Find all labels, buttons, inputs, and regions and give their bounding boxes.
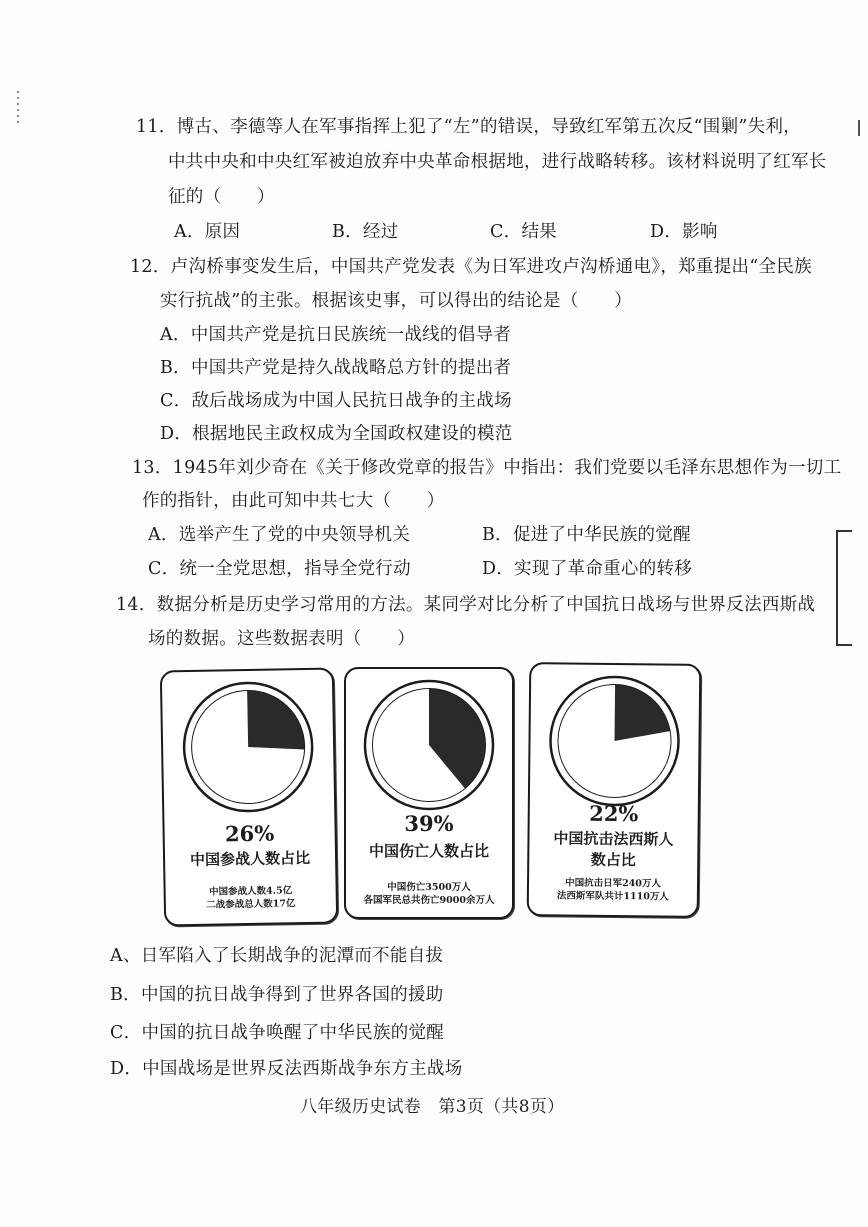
pie-card-casualties: [344, 667, 514, 919]
q11-option-b[interactable]: B．经过: [332, 222, 399, 242]
q14-stem-line2: 场的数据。这些数据表明（ ）: [148, 629, 415, 649]
pie-slice-china: [247, 690, 304, 750]
q14-stem-line1: 14．数据分析是历史学习常用的方法。某同学对比分析了中国抗日战场与世界反法西斯战: [116, 595, 816, 615]
pie-notes: [346, 881, 512, 907]
pie-note-line: 中国伤亡3500万人: [387, 882, 471, 893]
q13-stem-line1: 13．1945年刘少奇在《关于修改党章的报告》中指出：我们党要以毛泽东思想作为一切工: [132, 458, 842, 478]
q11-stem-line2: 中共中央和中央红军被迫放弃中央革命根据地，进行战略转移。该材料说明了红军长: [168, 152, 827, 172]
binding-marks: [14, 88, 22, 128]
pie-card-participants: [160, 668, 338, 927]
pie-note-line: 法西斯军队共计1110万人: [556, 890, 669, 903]
pie-card-resistance: [527, 662, 702, 918]
q12-stem-line1: 12．卢沟桥事变发生后，中国共产党发表《为日军进攻卢沟桥通电》，郑重提出“全民族: [130, 257, 812, 277]
q11-stem-line3: 征的（ ）: [168, 187, 275, 207]
pie-percent-label: 22%: [589, 800, 639, 827]
q11-stem-line1: 11．博古、李德等人在军事指挥上犯了“左”的错误，导致红军第五次反“围剿”失利，: [136, 117, 802, 137]
q14-option-d[interactable]: D．中国战场是世界反法西斯战争东方主战场: [110, 1059, 463, 1079]
pie-note-line: 二战参战总人数17亿: [206, 898, 296, 911]
q13-stem-line2: 作的指针，由此可知中共七大（ ）: [142, 491, 445, 511]
q14-option-c[interactable]: C．中国的抗日战争唤醒了中华民族的觉醒: [110, 1023, 445, 1043]
pie-caption-line: 中国抗击法西斯人: [553, 829, 674, 849]
q14-option-a[interactable]: A、日军陷入了长期战争的泥潭而不能自拔: [110, 946, 444, 966]
q12-option-c[interactable]: C．敌后战场成为中国人民抗日战争的主战场: [160, 391, 512, 411]
pie-note-line: 中国参战人数4.5亿: [209, 885, 293, 898]
pie-chart-resistance: [530, 664, 700, 816]
q14-option-b[interactable]: B．中国的抗日战争得到了世界各国的援助: [110, 985, 444, 1005]
pie-notes: [166, 884, 336, 913]
q12-option-b[interactable]: B．中国共产党是持久战战略总方针的提出者: [160, 358, 512, 378]
q13-option-d[interactable]: D．实现了革命重心的转移: [482, 559, 693, 579]
q13-option-b[interactable]: B．促进了中华民族的觉醒: [482, 525, 691, 545]
q11-option-d[interactable]: D．影响: [650, 222, 718, 242]
q12-stem-line2: 实行抗战”的主张。根据该史事，可以得出的结论是（ ）: [160, 291, 633, 311]
pie-percent-label: 26%: [224, 820, 275, 847]
pie-notes: [529, 876, 697, 904]
q13-option-c[interactable]: C．统一全党思想，指导全党行动: [148, 559, 411, 579]
pie-chart-participants: [162, 670, 335, 823]
pie-caption: 中国伤亡人数占比: [368, 842, 489, 860]
q11-option-a[interactable]: A．原因: [174, 222, 241, 242]
pie-caption: [529, 828, 697, 872]
q13-option-a[interactable]: A．选举产生了党的中央领导机关: [148, 525, 411, 545]
pie-percent-label: 39%: [404, 811, 454, 836]
pie-chart-casualties: [346, 669, 512, 819]
pie-note-line: 中国抗击日军240万人: [565, 877, 661, 890]
q12-option-d[interactable]: D．根据地民主政权成为全国政权建设的模范: [160, 424, 513, 444]
page-edge-mark: [858, 120, 860, 136]
pie-caption: 中国参战人数占比: [189, 848, 311, 870]
q12-option-a[interactable]: A．中国共产党是抗日民族统一战线的倡导者: [160, 325, 512, 345]
pie-caption-line: 数占比: [590, 850, 636, 870]
page-edge-bracket: [836, 530, 852, 646]
page-footer: 八年级历史试卷 第3页（共8页）: [300, 1097, 565, 1117]
pie-note-line: 各国军民总共伤亡9000余万人: [363, 895, 495, 906]
q11-option-c[interactable]: C．结果: [490, 222, 558, 242]
